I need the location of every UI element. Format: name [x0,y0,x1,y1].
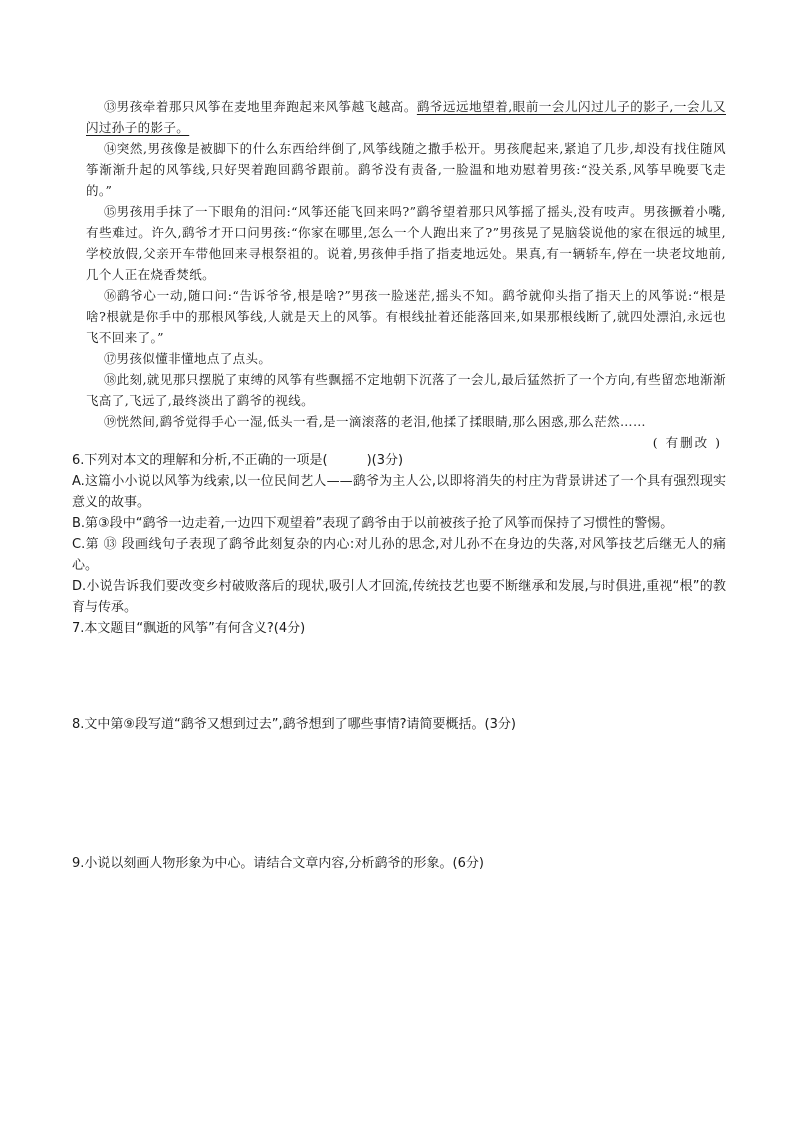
question-6-option-a: A.这篇小小说以风筝为线索,以一位民间艺人——鹞爷为主人公,以即将消失的村庄为背景讲述了一个具有强烈现实意义的故事。 [72,474,726,510]
question-6-option-c: C.第 ⑬ 段画线句子表现了鹞爷此刻复杂的内心:对儿孙的思念,对儿孙不在身边的失落,对风筝技艺后继无人的痛心。 [72,537,726,573]
answer-space-7[interactable] [72,639,726,714]
paragraph-14 [86,138,726,201]
paragraph-number: ⑲ [104,414,117,429]
paragraph-15 [86,201,726,285]
paragraph-13 [86,96,726,138]
source-note: ( 有删改 ) [652,435,722,450]
paragraph-text: 突然,男孩像是被脚下的什么东西给绊倒了,风筝线随之撒手松开。男孩爬起来,紧追了几步,却没有找住随风筝渐渐升起的风筝线,只好哭着跑回鹞爷跟前。鹞爷没有责备,一脸温和地劝慰着男孩:“没关系,风筝早晚要飞走的。” [86,141,726,198]
question-section [72,450,726,874]
question-8: 8.文中第⑨段写道“鹞爷又想到过去”,鹞爷想到了哪些事情?请简要概括。(3分) [72,717,516,732]
question-6-stem: 6.下列对本文的理解和分析,不正确的一项是( )(3分) [72,453,404,468]
question-9: 9.小说以刻画人物形象为中心。请结合文章内容,分析鹞爷的形象。(6分) [72,856,484,871]
paragraph-text: 男孩用手抹了一下眼角的泪问:“风筝还能飞回来吗?”鹞爷望着那只风筝摇了摇头,没有吱声。男孩撅着小嘴,有些难过。许久,鹞爷才开口问男孩:“你家在哪里,怎么一个人跑出来了?”男孩晃了晃脑袋说他的家在很远的城里,学校放假,父亲开车带他回来寻根祭祖的。说着,男孩伸手指了指麦地远处。果真,有一辆轿车,停在一块老坟地前,几个人正在烧香焚纸。 [86,204,726,282]
paragraph-18 [86,369,726,411]
paragraph-19 [86,411,726,432]
question-6-option-b: B.第③段中“鹞爷一边走着,一边四下观望着”表现了鹞爷由于以前被孩子抢了风筝而保持了习惯性的警惕。 [72,516,674,531]
paragraph-number: ⑮ [104,204,117,219]
reading-passage [86,96,726,453]
paragraph-text: 鹞爷心一动,随口问:“告诉爷爷,根是啥?”男孩一脸迷茫,摇头不知。鹞爷就仰头指了指天上的风筝说:“根是啥?根就是你手中的那根风筝线,人就是天上的风筝。有根线扯着还能落回来,如果那根线断了,就四处漂泊,永远也飞不回来了。” [86,288,726,345]
paragraph-17 [86,348,726,369]
question-6-option-d: D.小说告诉我们要改变乡村破败落后的现状,吸引人才回流,传统技艺也要不断继承和发展,与时俱进,重视“根”的教育与传承。 [72,579,726,615]
paragraph-text: 男孩牵着那只风筝在麦地里奔跑起来风筝越飞越高。 [116,99,417,114]
paragraph-number: ⑯ [104,288,117,303]
paragraph-number: ⑰ [104,351,117,366]
paragraph-16 [86,285,726,348]
paragraph-number: ⑬ [104,99,117,114]
paragraph-number: ⑱ [104,372,117,387]
answer-space-8[interactable] [72,735,726,853]
paragraph-text: 男孩似懂非懂地点了点头。 [116,351,272,366]
paragraph-text: 恍然间,鹞爷觉得手心一湿,低头一看,是一滴滚落的老泪,他揉了揉眼睛,那么困惑,那么茫然…… [116,414,646,429]
paragraph-text: 此刻,就见那只摆脱了束缚的风筝有些飘摇不定地朝下沉落了一会儿,最后猛然折了一个方向,有些留恋地渐渐飞高了,飞远了,最终淡出了鹞爷的视线。 [86,372,726,408]
underlined-sentence: 鹞爷远远地望着,眼前一会儿闪过儿子的影子,一会儿又闪过孙子的影子。 [86,99,726,135]
paragraph-number: ⑭ [104,141,117,156]
question-7: 7.本文题目“飘逝的风筝”有何含义?(4分) [72,621,306,636]
